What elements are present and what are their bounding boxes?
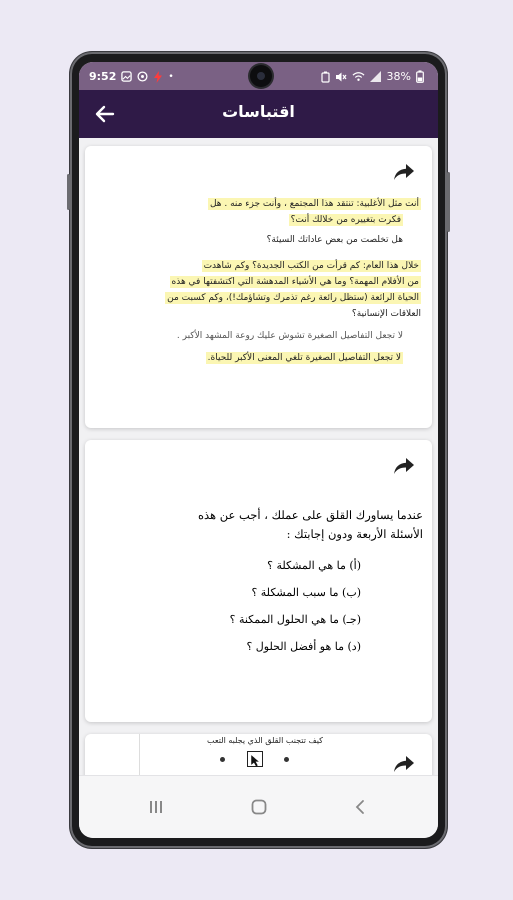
share-icon[interactable] [392,162,416,182]
share-icon[interactable] [392,456,416,476]
mute-icon [335,71,347,83]
system-nav-bar [79,775,438,838]
quote-line: عندما يساورك القلق على عملك ، أجب عن هذه [197,508,423,522]
quote-image [97,506,423,660]
question-item: (جـ) ما هي الحلول الممكنة ؟ [229,613,361,626]
page-title: اقتباسات [222,102,295,121]
battery-saver-icon [321,71,330,83]
cursor-icon [247,751,263,767]
slider-dots [220,752,290,768]
quote-line: الحياة الرائعة (ستظل رائعة رغم تذمرك وتشاؤمك!)، وكم كسبت من [167,293,419,303]
quote-card[interactable] [85,146,432,428]
photo-icon [121,71,132,82]
question-item: (أ) ما هي المشكلة ؟ [267,559,361,572]
battery-icon [416,70,424,83]
status-time: 9:52 [89,70,117,83]
recents-button[interactable] [141,792,171,822]
volume-button [67,174,70,210]
quote-image [99,196,421,366]
quote-line: خلال هذا العام: كم قرأت من الكتب الجديدة؟ وكم شاهدت [203,261,419,271]
quote-line: من الأفلام المهمة؟ وما هي الأشياء المدهشة التي اكتشفتها في هذه [171,277,419,287]
question-item: (ب) ما سبب المشكلة ؟ [251,586,361,599]
question-item: (د) ما هو أفضل الحلول ؟ [246,640,361,653]
whatsapp-icon [137,71,148,82]
status-bar [79,62,438,90]
quote-caption: كيف تتجنب القلق الذي يجلبه التعب [207,736,323,745]
home-button[interactable] [244,792,274,822]
phone-frame [70,52,447,848]
share-icon[interactable] [392,754,416,774]
wifi-icon [352,71,365,82]
quote-line: فكرت بتغييره من خلالك أنت؟ [290,215,401,225]
signal-icon [370,71,382,82]
bolt-icon [153,71,163,83]
quote-line: هل تخلصت من بعض عاداتك السيئة؟ [266,235,403,245]
screen [79,62,438,838]
quote-image [139,734,390,776]
quotes-list[interactable] [79,138,438,776]
battery-percent: 38% [386,70,411,83]
quote-line: الأسئلة الأربعة ودون إجابتك : [286,527,423,541]
quote-line: أنت مثل الأغلبية: تنتقد هذا المجتمع ، وأنت جزء منه . هل [209,199,419,209]
front-camera [250,65,272,87]
home-icon [251,799,267,815]
quote-line: لا تجعل التفاصيل الصغيرة تلغي المعنى الأكبر للحياة. [207,353,401,363]
quote-line: لا تجعل التفاصيل الصغيرة تشوش عليك روعة المشهد الأكبر . [176,331,403,341]
back-nav-icon [354,799,366,815]
back-nav-button[interactable] [345,792,375,822]
power-button [447,172,450,232]
recents-icon [148,800,164,814]
app-bar [79,90,438,138]
quote-line: العلاقات الإنسانية؟ [351,309,421,319]
dot-icon: • [168,71,174,82]
quote-card[interactable] [85,440,432,722]
